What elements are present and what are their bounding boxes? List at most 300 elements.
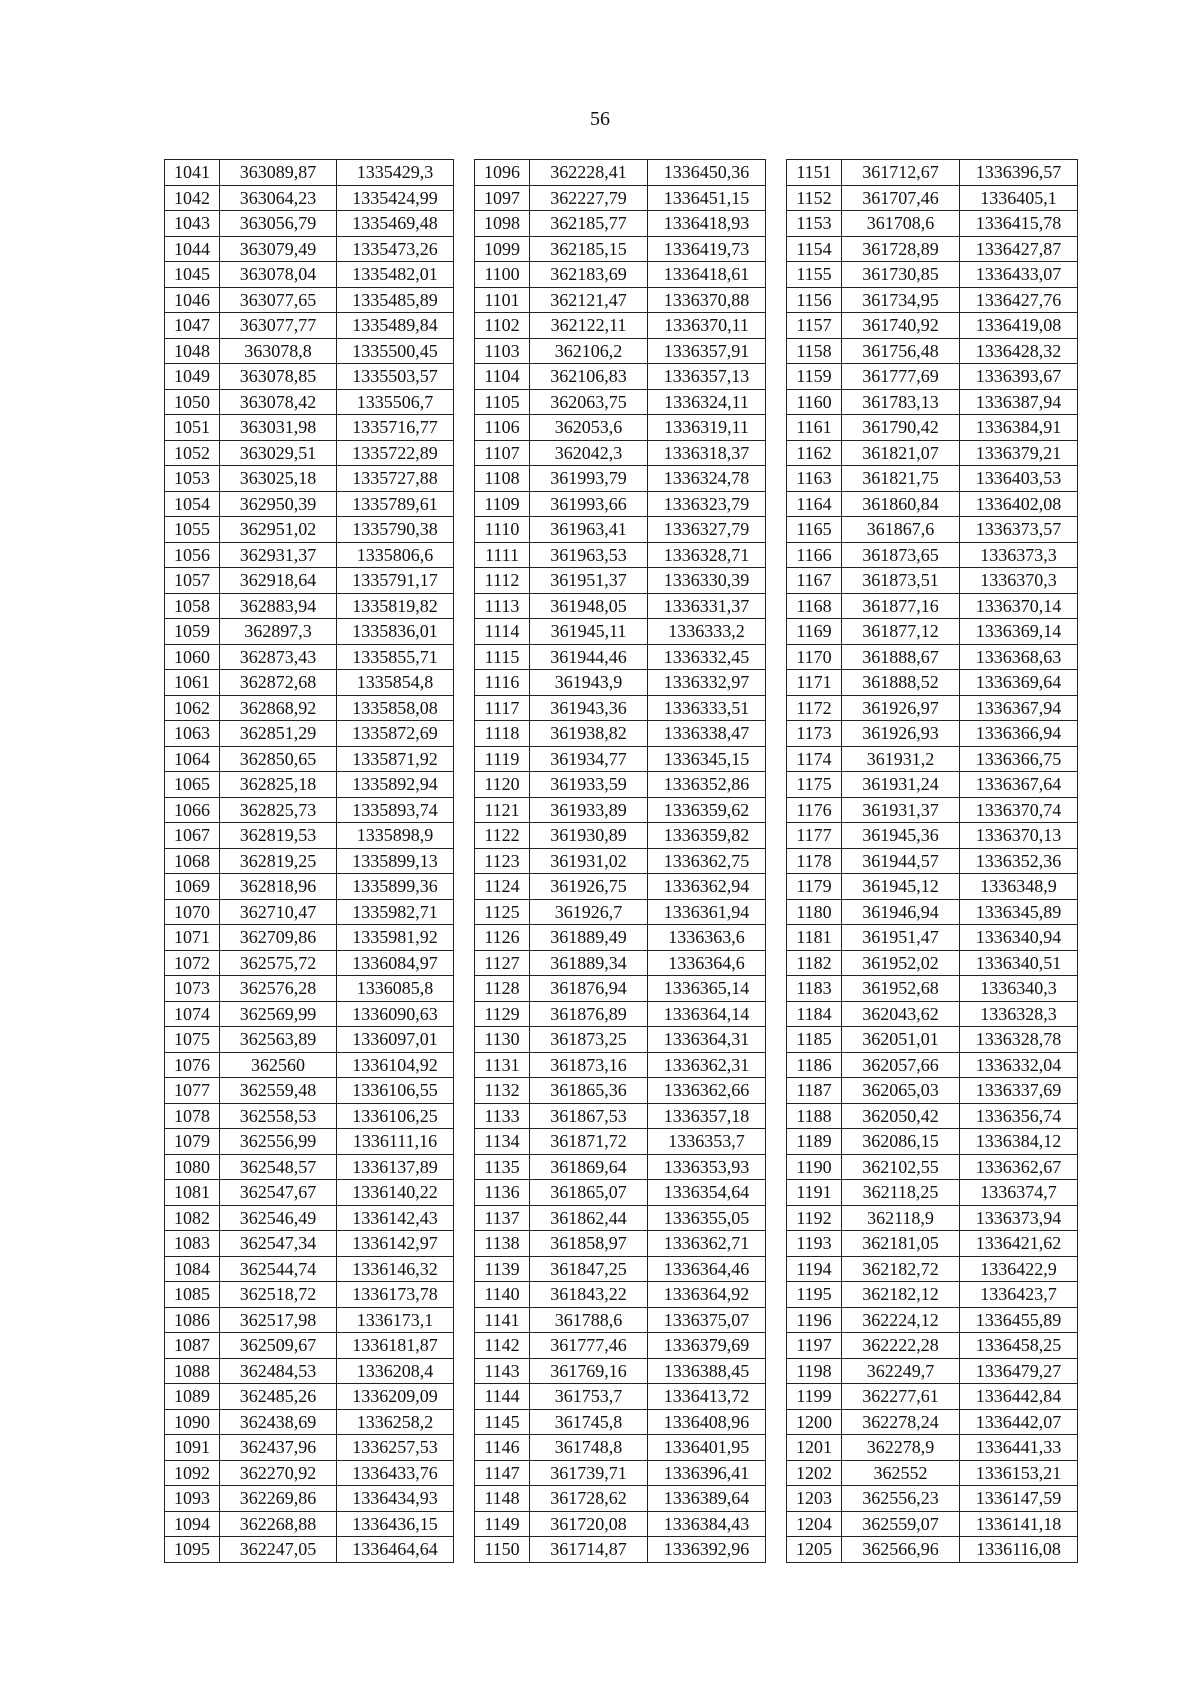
point-number-cell: 1121: [475, 797, 530, 823]
x-coordinate-cell: 361952,68: [842, 976, 960, 1002]
point-number-cell: 1086: [165, 1307, 220, 1333]
x-coordinate-cell: 362270,92: [220, 1460, 337, 1486]
table-row: [475, 823, 766, 849]
y-coordinate-cell: 1336355,05: [648, 1205, 766, 1231]
x-coordinate-cell: 362559,07: [842, 1511, 960, 1537]
x-coordinate-cell: 363056,79: [220, 211, 337, 237]
y-coordinate-cell: 1336479,27: [960, 1358, 1078, 1384]
y-coordinate-cell: 1336330,39: [648, 568, 766, 594]
x-coordinate-cell: 361931,02: [530, 848, 648, 874]
table-row: [475, 1027, 766, 1053]
point-number-cell: 1197: [787, 1333, 842, 1359]
table-row: [787, 211, 1078, 237]
y-coordinate-cell: 1336328,3: [960, 1001, 1078, 1027]
y-coordinate-cell: 1336357,91: [648, 338, 766, 364]
point-number-cell: 1060: [165, 644, 220, 670]
y-coordinate-cell: 1336384,91: [960, 415, 1078, 441]
x-coordinate-cell: 363078,8: [220, 338, 337, 364]
table-row: [475, 542, 766, 568]
point-number-cell: 1106: [475, 415, 530, 441]
table-row: [475, 772, 766, 798]
x-coordinate-cell: 362851,29: [220, 721, 337, 747]
point-number-cell: 1193: [787, 1231, 842, 1257]
table-row: [787, 644, 1078, 670]
point-number-cell: 1192: [787, 1205, 842, 1231]
x-coordinate-cell: 363089,87: [220, 160, 337, 186]
x-coordinate-cell: 361963,53: [530, 542, 648, 568]
y-coordinate-cell: 1336116,08: [960, 1537, 1078, 1563]
table-row: [787, 236, 1078, 262]
x-coordinate-cell: 361756,48: [842, 338, 960, 364]
table-row: [475, 185, 766, 211]
point-number-cell: 1068: [165, 848, 220, 874]
point-number-cell: 1182: [787, 950, 842, 976]
point-number-cell: 1065: [165, 772, 220, 798]
point-number-cell: 1157: [787, 313, 842, 339]
x-coordinate-cell: 361930,89: [530, 823, 648, 849]
point-number-cell: 1050: [165, 389, 220, 415]
table-row: [787, 1282, 1078, 1308]
table-row: [165, 670, 454, 696]
table-row: [787, 415, 1078, 441]
x-coordinate-cell: 362042,3: [530, 440, 648, 466]
table-row: [475, 1052, 766, 1078]
table-row: [475, 797, 766, 823]
x-coordinate-cell: 361943,36: [530, 695, 648, 721]
point-number-cell: 1196: [787, 1307, 842, 1333]
x-coordinate-cell: 362063,75: [530, 389, 648, 415]
table-row: [787, 389, 1078, 415]
y-coordinate-cell: 1336153,21: [960, 1460, 1078, 1486]
point-number-cell: 1061: [165, 670, 220, 696]
x-coordinate-cell: 361847,25: [530, 1256, 648, 1282]
table-row: [475, 670, 766, 696]
x-coordinate-cell: 362569,99: [220, 1001, 337, 1027]
table-row: [165, 1180, 454, 1206]
x-coordinate-cell: 363078,42: [220, 389, 337, 415]
x-coordinate-cell: 361951,37: [530, 568, 648, 594]
x-coordinate-cell: 362710,47: [220, 899, 337, 925]
x-coordinate-cell: 361926,97: [842, 695, 960, 721]
table-row: [165, 1103, 454, 1129]
table-row: [475, 1358, 766, 1384]
point-number-cell: 1077: [165, 1078, 220, 1104]
y-coordinate-cell: 1336353,93: [648, 1154, 766, 1180]
y-coordinate-cell: 1336084,97: [337, 950, 454, 976]
point-number-cell: 1179: [787, 874, 842, 900]
x-coordinate-cell: 363064,23: [220, 185, 337, 211]
y-coordinate-cell: 1336142,43: [337, 1205, 454, 1231]
y-coordinate-cell: 1336362,94: [648, 874, 766, 900]
y-coordinate-cell: 1336369,14: [960, 619, 1078, 645]
table-row: [475, 746, 766, 772]
table-row: [165, 1078, 454, 1104]
y-coordinate-cell: 1336333,51: [648, 695, 766, 721]
table-row: [165, 1001, 454, 1027]
point-number-cell: 1202: [787, 1460, 842, 1486]
table-row: [787, 491, 1078, 517]
y-coordinate-cell: 1335469,48: [337, 211, 454, 237]
table-row: [787, 364, 1078, 390]
coordinate-table-3: [786, 159, 1078, 1563]
x-coordinate-cell: 361873,51: [842, 568, 960, 594]
table-row: [787, 797, 1078, 823]
x-coordinate-cell: 361748,8: [530, 1435, 648, 1461]
y-coordinate-cell: 1336441,33: [960, 1435, 1078, 1461]
point-number-cell: 1080: [165, 1154, 220, 1180]
table-row: [475, 440, 766, 466]
table-row: [165, 925, 454, 951]
y-coordinate-cell: 1336421,62: [960, 1231, 1078, 1257]
x-coordinate-cell: 362509,67: [220, 1333, 337, 1359]
y-coordinate-cell: 1335854,8: [337, 670, 454, 696]
table-row: [165, 797, 454, 823]
y-coordinate-cell: 1335482,01: [337, 262, 454, 288]
y-coordinate-cell: 1336332,45: [648, 644, 766, 670]
table-row: [165, 721, 454, 747]
x-coordinate-cell: 361714,87: [530, 1537, 648, 1563]
y-coordinate-cell: 1336369,64: [960, 670, 1078, 696]
table-row: [165, 1333, 454, 1359]
x-coordinate-cell: 362872,68: [220, 670, 337, 696]
x-coordinate-cell: 362556,99: [220, 1129, 337, 1155]
point-number-cell: 1055: [165, 517, 220, 543]
x-coordinate-cell: 362819,25: [220, 848, 337, 874]
table-row: [165, 236, 454, 262]
table-row: [475, 644, 766, 670]
y-coordinate-cell: 1336353,7: [648, 1129, 766, 1155]
x-coordinate-cell: 361783,13: [842, 389, 960, 415]
point-number-cell: 1083: [165, 1231, 220, 1257]
table-row: [165, 313, 454, 339]
point-number-cell: 1102: [475, 313, 530, 339]
y-coordinate-cell: 1336389,64: [648, 1486, 766, 1512]
x-coordinate-cell: 362183,69: [530, 262, 648, 288]
x-coordinate-cell: 362277,61: [842, 1384, 960, 1410]
table-row: [787, 1154, 1078, 1180]
y-coordinate-cell: 1336402,08: [960, 491, 1078, 517]
table-row: [165, 1129, 454, 1155]
point-number-cell: 1154: [787, 236, 842, 262]
table-body: [165, 160, 454, 1563]
y-coordinate-cell: 1336258,2: [337, 1409, 454, 1435]
y-coordinate-cell: 1336181,87: [337, 1333, 454, 1359]
table-row: [475, 1435, 766, 1461]
x-coordinate-cell: 361728,89: [842, 236, 960, 262]
x-coordinate-cell: 362850,65: [220, 746, 337, 772]
x-coordinate-cell: 361869,64: [530, 1154, 648, 1180]
point-number-cell: 1147: [475, 1460, 530, 1486]
y-coordinate-cell: 1336422,9: [960, 1256, 1078, 1282]
x-coordinate-cell: 362181,05: [842, 1231, 960, 1257]
y-coordinate-cell: 1336403,53: [960, 466, 1078, 492]
point-number-cell: 1165: [787, 517, 842, 543]
y-coordinate-cell: 1336173,78: [337, 1282, 454, 1308]
y-coordinate-cell: 1336173,1: [337, 1307, 454, 1333]
table-row: [475, 1001, 766, 1027]
y-coordinate-cell: 1336367,94: [960, 695, 1078, 721]
point-number-cell: 1175: [787, 772, 842, 798]
point-number-cell: 1164: [787, 491, 842, 517]
point-number-cell: 1092: [165, 1460, 220, 1486]
point-number-cell: 1178: [787, 848, 842, 874]
y-coordinate-cell: 1336396,41: [648, 1460, 766, 1486]
y-coordinate-cell: 1336361,94: [648, 899, 766, 925]
table-row: [165, 1384, 454, 1410]
x-coordinate-cell: 362118,25: [842, 1180, 960, 1206]
y-coordinate-cell: 1335473,26: [337, 236, 454, 262]
point-number-cell: 1171: [787, 670, 842, 696]
x-coordinate-cell: 362268,88: [220, 1511, 337, 1537]
point-number-cell: 1200: [787, 1409, 842, 1435]
y-coordinate-cell: 1336368,63: [960, 644, 1078, 670]
y-coordinate-cell: 1336464,64: [337, 1537, 454, 1563]
y-coordinate-cell: 1336419,08: [960, 313, 1078, 339]
x-coordinate-cell: 361790,42: [842, 415, 960, 441]
point-number-cell: 1162: [787, 440, 842, 466]
x-coordinate-cell: 362185,15: [530, 236, 648, 262]
y-coordinate-cell: 1336097,01: [337, 1027, 454, 1053]
y-coordinate-cell: 1335836,01: [337, 619, 454, 645]
y-coordinate-cell: 1336370,3: [960, 568, 1078, 594]
point-number-cell: 1087: [165, 1333, 220, 1359]
point-number-cell: 1057: [165, 568, 220, 594]
y-coordinate-cell: 1336370,11: [648, 313, 766, 339]
table-row: [165, 338, 454, 364]
table-row: [475, 1460, 766, 1486]
x-coordinate-cell: 361728,62: [530, 1486, 648, 1512]
y-coordinate-cell: 1335871,92: [337, 746, 454, 772]
x-coordinate-cell: 362559,48: [220, 1078, 337, 1104]
point-number-cell: 1109: [475, 491, 530, 517]
table-row: [165, 1460, 454, 1486]
y-coordinate-cell: 1336405,1: [960, 185, 1078, 211]
table-row: [165, 1358, 454, 1384]
table-row: [787, 466, 1078, 492]
x-coordinate-cell: 362249,7: [842, 1358, 960, 1384]
y-coordinate-cell: 1336442,84: [960, 1384, 1078, 1410]
point-number-cell: 1185: [787, 1027, 842, 1053]
x-coordinate-cell: 361777,69: [842, 364, 960, 390]
x-coordinate-cell: 363077,77: [220, 313, 337, 339]
y-coordinate-cell: 1336106,55: [337, 1078, 454, 1104]
table-row: [475, 593, 766, 619]
table-row: [787, 1537, 1078, 1563]
point-number-cell: 1103: [475, 338, 530, 364]
point-number-cell: 1194: [787, 1256, 842, 1282]
point-number-cell: 1199: [787, 1384, 842, 1410]
y-coordinate-cell: 1336356,74: [960, 1103, 1078, 1129]
x-coordinate-cell: 362918,64: [220, 568, 337, 594]
x-coordinate-cell: 362247,05: [220, 1537, 337, 1563]
x-coordinate-cell: 363025,18: [220, 466, 337, 492]
x-coordinate-cell: 362518,72: [220, 1282, 337, 1308]
table-row: [165, 950, 454, 976]
point-number-cell: 1046: [165, 287, 220, 313]
table-row: [475, 287, 766, 313]
x-coordinate-cell: 362868,92: [220, 695, 337, 721]
table-row: [475, 925, 766, 951]
point-number-cell: 1161: [787, 415, 842, 441]
point-number-cell: 1137: [475, 1205, 530, 1231]
x-coordinate-cell: 362278,24: [842, 1409, 960, 1435]
x-coordinate-cell: 363079,49: [220, 236, 337, 262]
y-coordinate-cell: 1336340,3: [960, 976, 1078, 1002]
y-coordinate-cell: 1336345,15: [648, 746, 766, 772]
point-number-cell: 1070: [165, 899, 220, 925]
point-number-cell: 1058: [165, 593, 220, 619]
table-row: [787, 670, 1078, 696]
table-row: [165, 542, 454, 568]
y-coordinate-cell: 1336340,94: [960, 925, 1078, 951]
table-row: [475, 364, 766, 390]
y-coordinate-cell: 1336337,69: [960, 1078, 1078, 1104]
x-coordinate-cell: 361934,77: [530, 746, 648, 772]
x-coordinate-cell: 363029,51: [220, 440, 337, 466]
y-coordinate-cell: 1335981,92: [337, 925, 454, 951]
table-row: [475, 1384, 766, 1410]
table-row: [475, 491, 766, 517]
y-coordinate-cell: 1336111,16: [337, 1129, 454, 1155]
x-coordinate-cell: 361860,84: [842, 491, 960, 517]
y-coordinate-cell: 1336458,25: [960, 1333, 1078, 1359]
point-number-cell: 1097: [475, 185, 530, 211]
x-coordinate-cell: 362544,74: [220, 1256, 337, 1282]
x-coordinate-cell: 362438,69: [220, 1409, 337, 1435]
point-number-cell: 1064: [165, 746, 220, 772]
y-coordinate-cell: 1336137,89: [337, 1154, 454, 1180]
table-row: [165, 211, 454, 237]
y-coordinate-cell: 1335898,9: [337, 823, 454, 849]
point-number-cell: 1093: [165, 1486, 220, 1512]
y-coordinate-cell: 1336434,93: [337, 1486, 454, 1512]
y-coordinate-cell: 1335485,89: [337, 287, 454, 313]
table-row: [475, 338, 766, 364]
x-coordinate-cell: 361877,16: [842, 593, 960, 619]
table-row: [787, 874, 1078, 900]
point-number-cell: 1170: [787, 644, 842, 670]
point-number-cell: 1203: [787, 1486, 842, 1512]
y-coordinate-cell: 1336357,18: [648, 1103, 766, 1129]
x-coordinate-cell: 361938,82: [530, 721, 648, 747]
y-coordinate-cell: 1336352,36: [960, 848, 1078, 874]
point-number-cell: 1053: [165, 466, 220, 492]
x-coordinate-cell: 362575,72: [220, 950, 337, 976]
x-coordinate-cell: 362050,42: [842, 1103, 960, 1129]
y-coordinate-cell: 1336433,07: [960, 262, 1078, 288]
point-number-cell: 1054: [165, 491, 220, 517]
point-number-cell: 1127: [475, 950, 530, 976]
table-row: [787, 1103, 1078, 1129]
point-number-cell: 1095: [165, 1537, 220, 1563]
point-number-cell: 1098: [475, 211, 530, 237]
table-row: [475, 262, 766, 288]
x-coordinate-cell: 361926,75: [530, 874, 648, 900]
y-coordinate-cell: 1336370,88: [648, 287, 766, 313]
x-coordinate-cell: 362122,11: [530, 313, 648, 339]
table-row: [165, 1486, 454, 1512]
point-number-cell: 1084: [165, 1256, 220, 1282]
table-row: [165, 772, 454, 798]
table-row: [165, 517, 454, 543]
point-number-cell: 1156: [787, 287, 842, 313]
point-number-cell: 1085: [165, 1282, 220, 1308]
y-coordinate-cell: 1336419,73: [648, 236, 766, 262]
table-row: [787, 950, 1078, 976]
table-row: [165, 1282, 454, 1308]
table-row: [475, 1103, 766, 1129]
x-coordinate-cell: 362709,86: [220, 925, 337, 951]
table-row: [787, 313, 1078, 339]
table-row: [475, 619, 766, 645]
table-row: [787, 848, 1078, 874]
point-number-cell: 1143: [475, 1358, 530, 1384]
y-coordinate-cell: 1336379,69: [648, 1333, 766, 1359]
x-coordinate-cell: 361734,95: [842, 287, 960, 313]
x-coordinate-cell: 362485,26: [220, 1384, 337, 1410]
table-row: [165, 568, 454, 594]
x-coordinate-cell: 362182,72: [842, 1256, 960, 1282]
y-coordinate-cell: 1336362,67: [960, 1154, 1078, 1180]
y-coordinate-cell: 1336345,89: [960, 899, 1078, 925]
point-number-cell: 1172: [787, 695, 842, 721]
y-coordinate-cell: 1336364,46: [648, 1256, 766, 1282]
x-coordinate-cell: 361712,67: [842, 160, 960, 186]
point-number-cell: 1126: [475, 925, 530, 951]
point-number-cell: 1180: [787, 899, 842, 925]
y-coordinate-cell: 1335892,94: [337, 772, 454, 798]
table-row: [165, 746, 454, 772]
point-number-cell: 1177: [787, 823, 842, 849]
point-number-cell: 1075: [165, 1027, 220, 1053]
table-row: [475, 236, 766, 262]
y-coordinate-cell: 1336327,79: [648, 517, 766, 543]
point-number-cell: 1100: [475, 262, 530, 288]
y-coordinate-cell: 1336146,32: [337, 1256, 454, 1282]
table-row: [475, 466, 766, 492]
x-coordinate-cell: 362278,9: [842, 1435, 960, 1461]
y-coordinate-cell: 1336427,87: [960, 236, 1078, 262]
table-row: [787, 1256, 1078, 1282]
table-row: [475, 1231, 766, 1257]
point-number-cell: 1082: [165, 1205, 220, 1231]
point-number-cell: 1078: [165, 1103, 220, 1129]
x-coordinate-cell: 362546,49: [220, 1205, 337, 1231]
y-coordinate-cell: 1336106,25: [337, 1103, 454, 1129]
point-number-cell: 1153: [787, 211, 842, 237]
table-row: [165, 1307, 454, 1333]
table-row: [475, 1486, 766, 1512]
point-number-cell: 1118: [475, 721, 530, 747]
point-number-cell: 1149: [475, 1511, 530, 1537]
x-coordinate-cell: 361862,44: [530, 1205, 648, 1231]
x-coordinate-cell: 362102,55: [842, 1154, 960, 1180]
y-coordinate-cell: 1336373,94: [960, 1205, 1078, 1231]
table-row: [787, 568, 1078, 594]
x-coordinate-cell: 363031,98: [220, 415, 337, 441]
x-coordinate-cell: 362558,53: [220, 1103, 337, 1129]
point-number-cell: 1101: [475, 287, 530, 313]
y-coordinate-cell: 1336338,47: [648, 721, 766, 747]
point-number-cell: 1041: [165, 160, 220, 186]
x-coordinate-cell: 361753,7: [530, 1384, 648, 1410]
x-coordinate-cell: 361888,67: [842, 644, 960, 670]
table-row: [165, 823, 454, 849]
point-number-cell: 1113: [475, 593, 530, 619]
table-row: [165, 976, 454, 1002]
point-number-cell: 1063: [165, 721, 220, 747]
x-coordinate-cell: 361867,53: [530, 1103, 648, 1129]
